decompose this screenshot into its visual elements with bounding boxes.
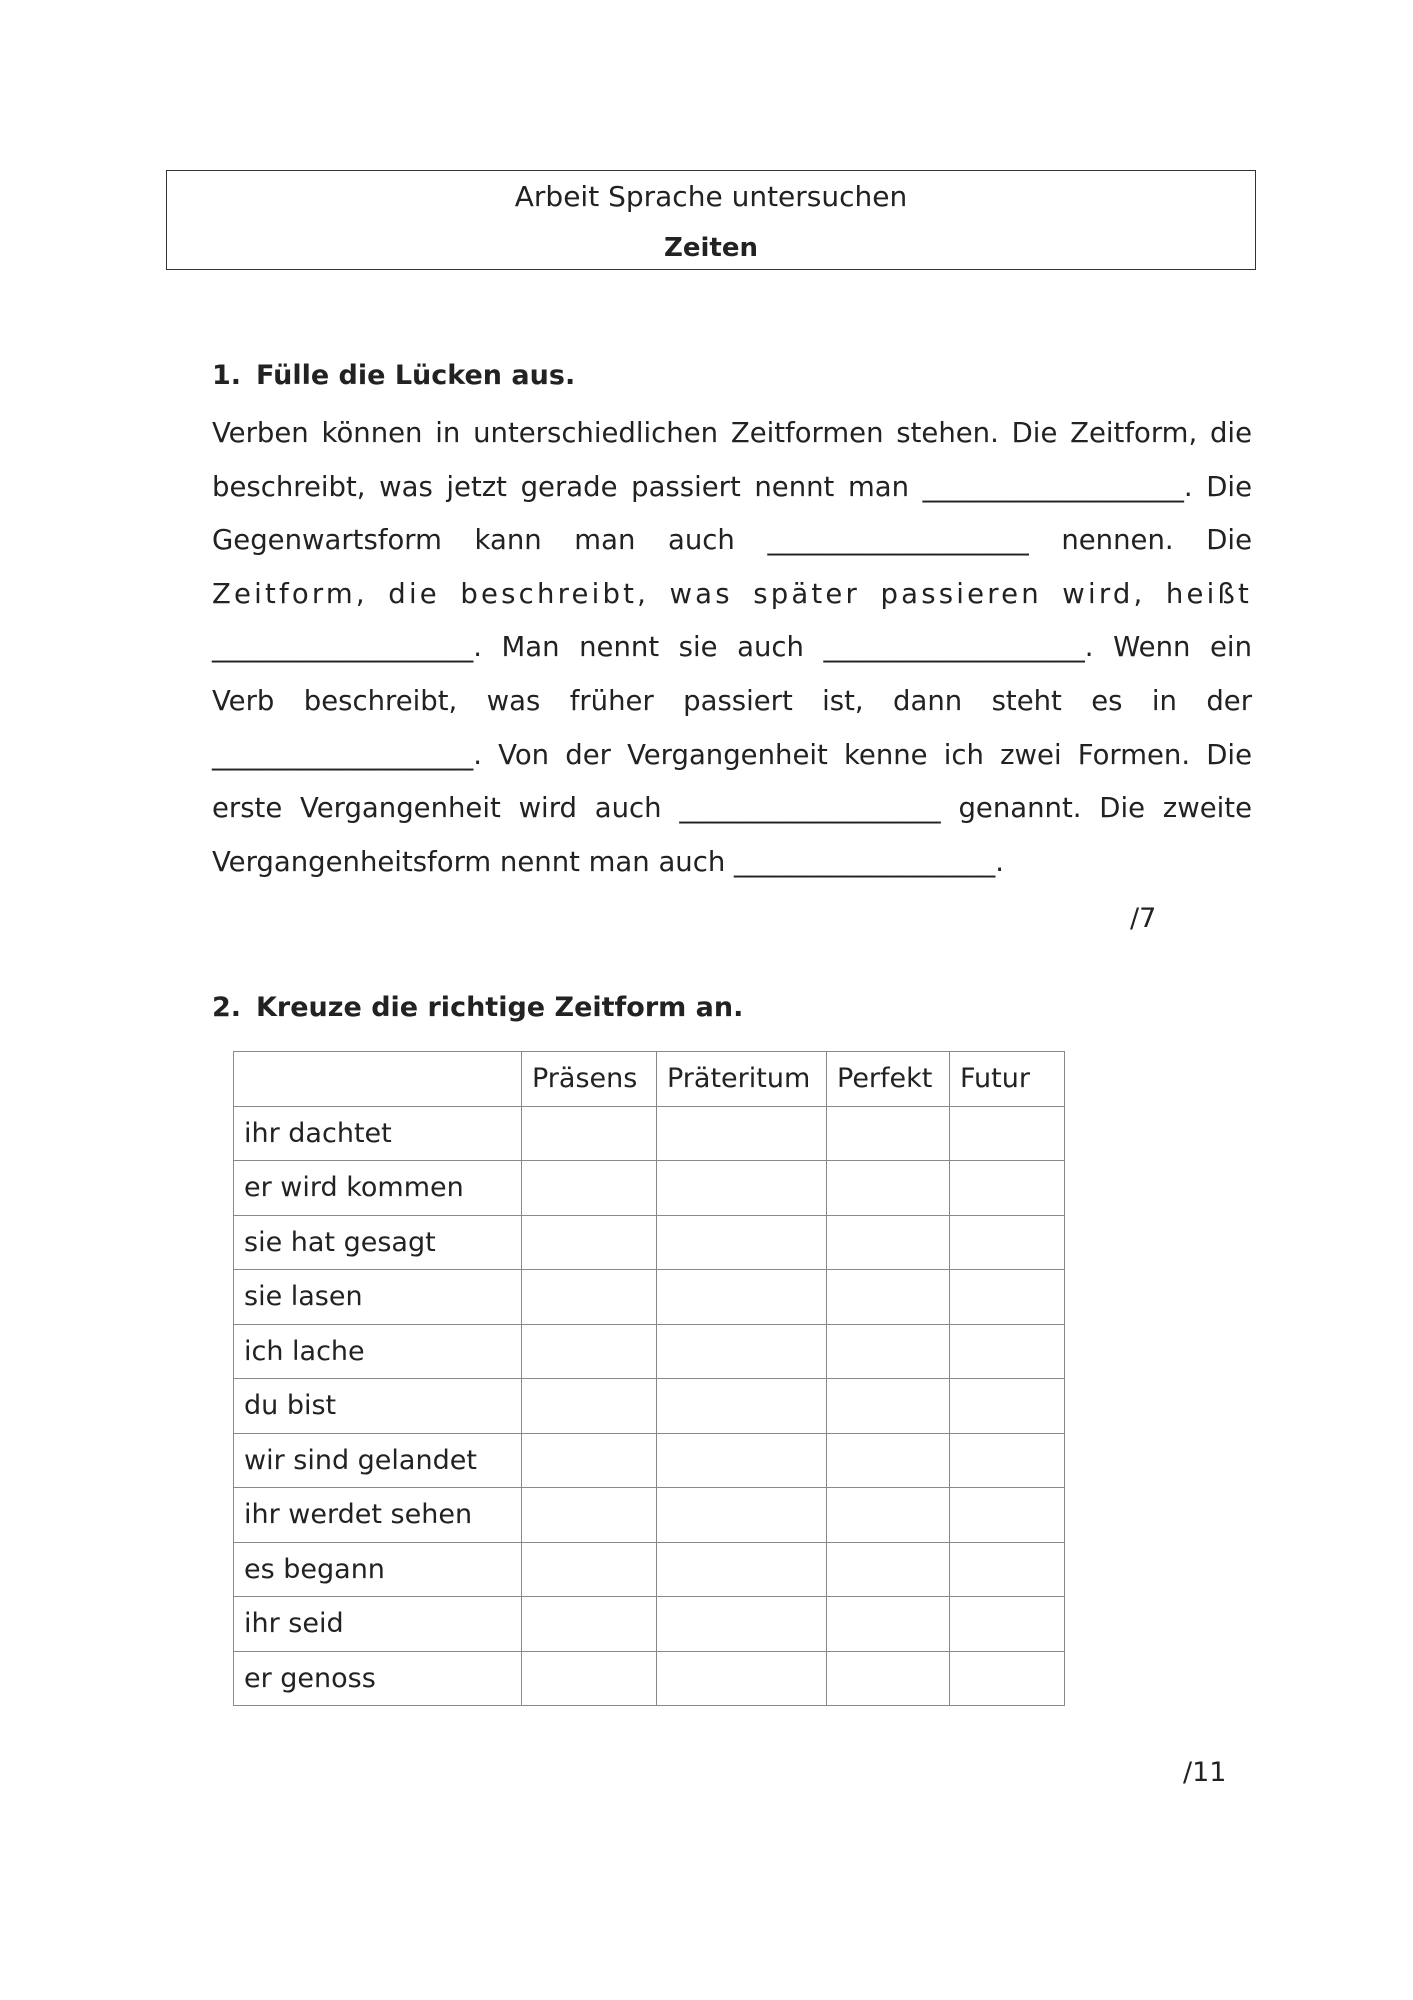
answer-checkbox-cell[interactable] [827, 1542, 950, 1597]
table-header-cell: Perfekt [827, 1052, 950, 1107]
answer-checkbox-cell[interactable] [827, 1324, 950, 1379]
table-header-blank [234, 1052, 522, 1107]
verb-form-cell: es begann [234, 1542, 522, 1597]
answer-checkbox-cell[interactable] [657, 1324, 827, 1379]
worksheet-topic: Zeiten [664, 233, 758, 263]
task1-line: ___________________. Von der Vergangenheit kenne ich zwei Formen. Die [212, 738, 1252, 771]
verb-form-cell: er genoss [234, 1651, 522, 1706]
verb-form-cell: ihr werdet sehen [234, 1488, 522, 1543]
answer-checkbox-cell[interactable] [827, 1488, 950, 1543]
task1-paragraph [212, 407, 1252, 889]
verb-form-cell: ihr dachtet [234, 1106, 522, 1161]
verb-form-cell: wir sind gelandet [234, 1433, 522, 1488]
answer-checkbox-cell[interactable] [657, 1433, 827, 1488]
task1-score: /7 [1130, 903, 1157, 934]
table-row [234, 1270, 1065, 1325]
table-row [234, 1161, 1065, 1216]
answer-checkbox-cell[interactable] [657, 1379, 827, 1434]
answer-checkbox-cell[interactable] [950, 1324, 1065, 1379]
table-row [234, 1215, 1065, 1270]
answer-checkbox-cell[interactable] [522, 1161, 657, 1216]
table-header-row [234, 1052, 1065, 1107]
answer-checkbox-cell[interactable] [950, 1542, 1065, 1597]
answer-checkbox-cell[interactable] [827, 1270, 950, 1325]
task1-line: ___________________. Man nennt sie auch ___________________. Wenn ein [212, 631, 1252, 664]
answer-checkbox-cell[interactable] [657, 1106, 827, 1161]
answer-checkbox-cell[interactable] [950, 1651, 1065, 1706]
verb-form-cell: ihr seid [234, 1597, 522, 1652]
answer-checkbox-cell[interactable] [657, 1270, 827, 1325]
table-row [234, 1488, 1065, 1543]
answer-checkbox-cell[interactable] [827, 1433, 950, 1488]
answer-checkbox-cell[interactable] [522, 1324, 657, 1379]
table-row [234, 1433, 1065, 1488]
answer-checkbox-cell[interactable] [950, 1379, 1065, 1434]
table-row [234, 1379, 1065, 1434]
answer-checkbox-cell[interactable] [827, 1651, 950, 1706]
verb-form-cell: er wird kommen [234, 1161, 522, 1216]
answer-checkbox-cell[interactable] [657, 1542, 827, 1597]
answer-checkbox-cell[interactable] [950, 1270, 1065, 1325]
answer-checkbox-cell[interactable] [522, 1597, 657, 1652]
answer-checkbox-cell[interactable] [950, 1161, 1065, 1216]
answer-checkbox-cell[interactable] [657, 1651, 827, 1706]
answer-checkbox-cell[interactable] [827, 1215, 950, 1270]
task1-number: 1. [212, 360, 242, 391]
task1-line: Vergangenheitsform nennt man auch ___________________. [212, 845, 1005, 878]
table-row [234, 1597, 1065, 1652]
task1-line: Verben können in unterschiedlichen Zeitformen stehen. Die Zeitform, die [212, 417, 1252, 449]
answer-checkbox-cell[interactable] [522, 1488, 657, 1543]
answer-checkbox-cell[interactable] [657, 1488, 827, 1543]
answer-checkbox-cell[interactable] [827, 1161, 950, 1216]
answer-checkbox-cell[interactable] [950, 1433, 1065, 1488]
worksheet-header [166, 170, 1256, 270]
answer-checkbox-cell[interactable] [522, 1215, 657, 1270]
answer-checkbox-cell[interactable] [522, 1106, 657, 1161]
answer-checkbox-cell[interactable] [657, 1215, 827, 1270]
answer-checkbox-cell[interactable] [657, 1161, 827, 1216]
table-row [234, 1651, 1065, 1706]
table-row [234, 1542, 1065, 1597]
task2-title-text: Kreuze die richtige Zeitform an. [256, 992, 744, 1023]
answer-checkbox-cell[interactable] [950, 1106, 1065, 1161]
task1-line: Gegenwartsform kann man auch ___________________ nennen. Die [212, 524, 1252, 557]
task2-score: /11 [1183, 1757, 1227, 1788]
verb-form-cell: ich lache [234, 1324, 522, 1379]
table-row [234, 1324, 1065, 1379]
answer-checkbox-cell[interactable] [950, 1488, 1065, 1543]
answer-checkbox-cell[interactable] [827, 1597, 950, 1652]
answer-checkbox-cell[interactable] [657, 1597, 827, 1652]
answer-checkbox-cell[interactable] [950, 1597, 1065, 1652]
task1-line: Zeitform, die beschreibt, was später passieren wird, heißt [212, 577, 1252, 610]
task1-title [212, 358, 575, 394]
verb-form-cell: sie hat gesagt [234, 1215, 522, 1270]
task1-line: Verb beschreibt, was früher passiert ist, dann steht es in der [212, 684, 1252, 717]
task1-title-text: Fülle die Lücken aus. [256, 360, 576, 391]
answer-checkbox-cell[interactable] [827, 1106, 950, 1161]
task1-line: erste Vergangenheit wird auch ___________________ genannt. Die zweite [212, 792, 1252, 825]
table-header-cell: Präteritum [657, 1052, 827, 1107]
answer-checkbox-cell[interactable] [522, 1651, 657, 1706]
answer-checkbox-cell[interactable] [522, 1379, 657, 1434]
task2-number: 2. [212, 992, 242, 1023]
verb-form-cell: du bist [234, 1379, 522, 1434]
tense-table [233, 1051, 1065, 1706]
answer-checkbox-cell[interactable] [522, 1542, 657, 1597]
answer-checkbox-cell[interactable] [827, 1379, 950, 1434]
task1-line: beschreibt, was jetzt gerade passiert nennt man ___________________. Die [212, 470, 1252, 503]
verb-form-cell: sie lasen [234, 1270, 522, 1325]
task2-title [212, 990, 743, 1026]
table-header-cell: Futur [950, 1052, 1065, 1107]
answer-checkbox-cell[interactable] [522, 1433, 657, 1488]
table-header-cell: Präsens [522, 1052, 657, 1107]
answer-checkbox-cell[interactable] [950, 1215, 1065, 1270]
worksheet-subject: Arbeit Sprache untersuchen [514, 180, 908, 213]
answer-checkbox-cell[interactable] [522, 1270, 657, 1325]
table-row [234, 1106, 1065, 1161]
